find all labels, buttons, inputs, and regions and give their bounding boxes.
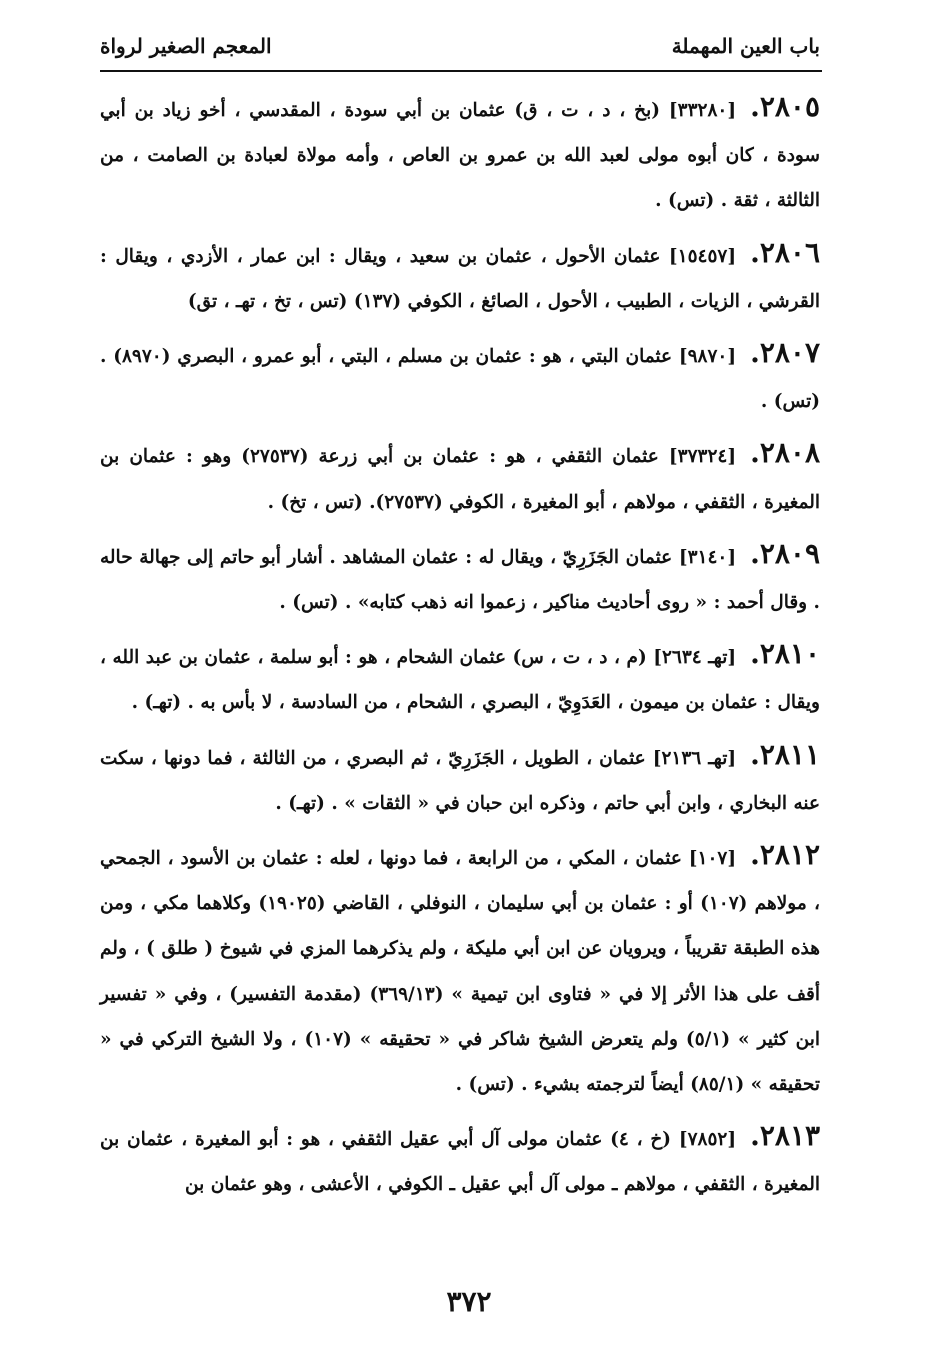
entry-text: [٣٣٢٨٠] (بخ ، د ، ت ، ق) عثمان بن أبي سودة ، المقدسي ، أخو زياد بن أبي سودة ، كان أبوه مولى لعبد الله بن عمرو بن العاص ، وأمه مولاة لعبادة بن الصامت ، من الثالثة ، ثقة . (تس) . xyxy=(100,100,820,212)
entry-2808 xyxy=(100,430,820,524)
entry-text: [١٥٤٥٧] عثمان الأحول ، عثمان بن سعيد ، ويقال : ابن عمار ، الأزدي ، ويقال : القرشي ، الزيات ، الطبيب ، الأحول ، الصائغ ، الكوفي (١٣٧) (تس ، تخ ، تهـ ، تق) xyxy=(100,245,820,312)
entry-number: ٢٨٠٥. xyxy=(750,90,820,123)
entry-number: ٢٨٠٩. xyxy=(750,536,820,570)
page-number: ٣٧٢ xyxy=(446,1285,492,1318)
entry-number: ٢٨٠٧. xyxy=(750,336,820,370)
entry-number: ٢٨١٠. xyxy=(750,637,820,671)
entries-body xyxy=(100,84,820,1214)
entry-2809 xyxy=(100,531,820,625)
entry-2807 xyxy=(100,330,820,424)
running-header xyxy=(100,30,820,66)
header-rule xyxy=(100,70,822,72)
entry-text: [٣٧٣٢٤] عثمان الثقفي ، هو : عثمان بن أبي زرعة (٢٧٥٣٧) وهو : عثمان بن المغيرة ، الثقفي ، مولاهم ، أبو المغيرة ، الكوفي (٢٧٥٣٧). (تس ، تخ) . xyxy=(100,446,820,513)
entry-2810 xyxy=(100,631,820,725)
entry-number: ٢٨٠٦. xyxy=(750,235,820,269)
book-title: المعجم الصغير لرواة xyxy=(100,34,272,58)
entry-number: ٢٨١٣. xyxy=(750,1119,821,1153)
entry-2806 xyxy=(100,230,820,324)
entry-number: ٢٨٠٨. xyxy=(750,436,820,470)
entry-2811 xyxy=(100,732,820,826)
entry-text: [٣١٤٠] عثمان الجَزَرِيّ ، ويقال له : عثمان المشاهد . أشار أبو حاتم إلى جهالة حاله . وقال أحمد : « روى أحاديث مناكير ، زعموا انه ذهب كتابه» . (تس) . xyxy=(100,546,820,614)
chapter-title: باب العين المهملة xyxy=(671,34,820,58)
entry-2805 xyxy=(100,84,820,224)
entry-text: [١٠٧] عثمان ، المكي ، من الرابعة ، فما دونها ، لعله : عثمان بن الأسود ، الجمحي ، مولاهم (١٠٧) أو : عثمان بن أبي سليمان ، النوفلي ، القاضي (١٩٠٢٥) وكلاهما مكي ، ومن هذه الطبقة تقريباً ، ويرويان عن ابن أبي مليكة ، ولم يذكرهما المزي في شيوخ ( طلق ) ، ولم أقف على هذا الأثر إلا في « فتاوى ابن تيمية » (٣٦٩/١٣) (مقدمة التفسير) ، وفي « تفسير ابن كثير » (٥/١) ولم يتعرض الشيخ شاكر في « تحقيقه » (١٠٧) ، ولا الشيخ التركي في « تحقيقه » (٨٥/١) أيضاً لترجمته بشيء . (تس) . xyxy=(100,848,820,1096)
entry-number: ٢٨١٢. xyxy=(750,838,820,872)
entry-number: ٢٨١١. xyxy=(750,737,820,771)
entry-2812 xyxy=(100,832,820,1107)
entry-text: [٩٨٧٠] عثمان البتي ، هو : عثمان بن مسلم ، البتي ، أبو عمرو ، البصري (٨٩٧٠) . (تس) . xyxy=(100,346,820,413)
entry-2813 xyxy=(100,1113,820,1207)
entry-text: [٧٨٥٢] (خ ، ٤) عثمان مولى آل أبي عقيل الثقفي ، هو : أبو المغيرة ، عثمان بن المغيرة ، الثقفي ، مولاهم ـ مولى آل أبي عقيل ـ الكوفي ، الأعشى ، وهو عثمان بن xyxy=(100,1129,820,1196)
entry-text: [تهـ ٢٦٣٤] (م ، د ، ت ، س) عثمان الشحام ، هو : أبو سلمة ، عثمان بن عبد الله ، ويقال : عثمان بن ميمون ، العَدَوِيّ ، البصري ، الشحام ، من السادسة ، لا بأس به . (تهـ) . xyxy=(100,647,820,714)
entry-text: [تهـ ٢١٣٦] عثمان ، الطويل ، الجَزَرِيّ ، ثم البصري ، من الثالثة ، فما دونها ، سكت عنه البخاري ، وابن أبي حاتم ، وذكره ابن حبان في « الثقات » . (تهـ) . xyxy=(100,747,820,814)
